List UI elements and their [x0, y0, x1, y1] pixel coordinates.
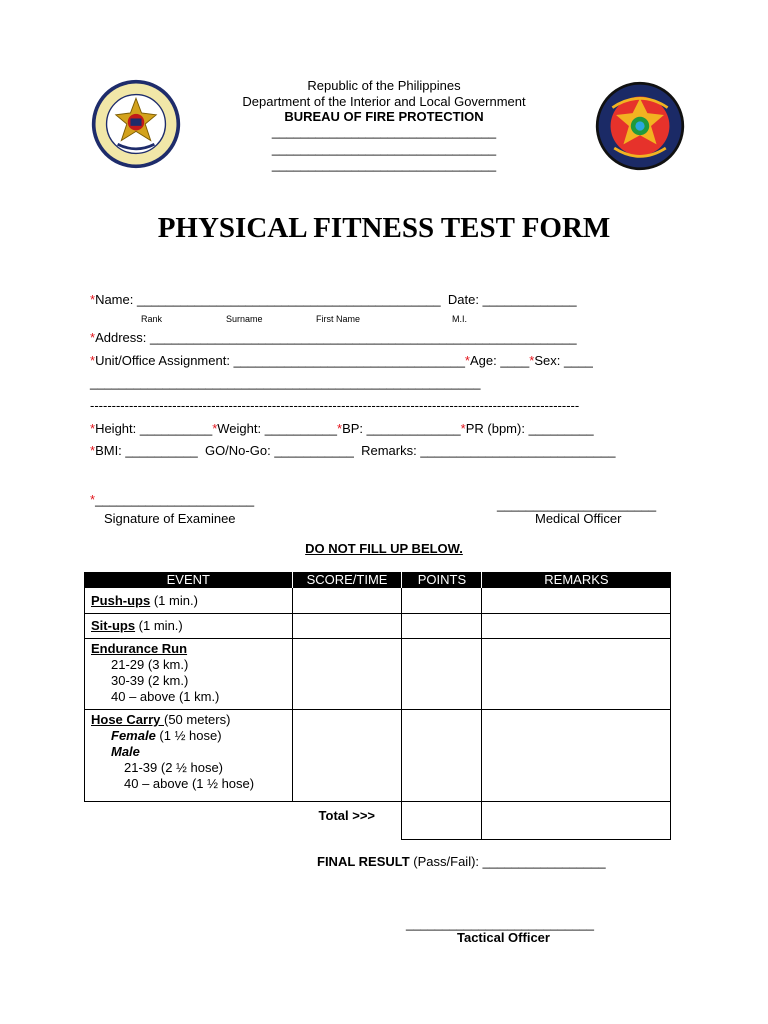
required-marker: * — [460, 421, 466, 436]
age-field[interactable]: ____ — [500, 353, 530, 368]
male-line: 21-39 (2 ½ hose) — [124, 760, 224, 775]
hose-remarks-cell[interactable] — [482, 710, 671, 802]
table-row-situps — [85, 614, 671, 639]
first-name-sublabel: First Name — [316, 314, 361, 324]
situps-event-cell — [85, 614, 293, 639]
total-blank-cell — [85, 802, 293, 840]
bmi-label: BMI: — [95, 443, 126, 458]
name-row — [90, 292, 577, 307]
hose-score-cell[interactable] — [292, 710, 402, 802]
header-department: Department of the Interior and Local Government — [242, 94, 526, 109]
extra-line[interactable]: ______________________________________________________ — [90, 375, 481, 390]
address-label: Address: — [95, 330, 150, 345]
situps-score-cell[interactable] — [292, 614, 402, 639]
pushups-detail: (1 min.) — [150, 593, 198, 608]
total-label-cell — [292, 802, 402, 840]
weight-field[interactable]: __________ — [264, 421, 338, 436]
total-points-cell[interactable] — [402, 802, 482, 840]
go-label: GO/No-Go: — [204, 443, 275, 458]
endurance-line: 21-29 (3 km.) — [111, 657, 189, 672]
total-label: Total >>> — [318, 808, 376, 823]
required-marker: * — [90, 421, 96, 436]
medical-officer-label: Medical Officer — [535, 511, 622, 526]
situps-remarks-cell[interactable] — [482, 614, 671, 639]
header-blank-line-1: _______________________________ — [271, 124, 497, 139]
surname-sublabel: Surname — [226, 314, 263, 324]
bmi-row — [90, 443, 616, 458]
bp-field[interactable]: _____________ — [366, 421, 461, 436]
age-label: Age: — [469, 353, 501, 368]
examinee-signature-line[interactable] — [90, 492, 254, 507]
height-field[interactable]: __________ — [139, 421, 213, 436]
situps-points-cell[interactable] — [402, 614, 482, 639]
required-marker: * — [90, 292, 96, 307]
male-label: Male — [111, 744, 140, 759]
required-marker: * — [90, 492, 96, 507]
rank-sublabel: Rank — [141, 314, 163, 324]
address-field[interactable]: ___________________________________________________________ — [149, 330, 577, 345]
height-label: Height: — [95, 421, 140, 436]
header-republic: Republic of the Philippines — [307, 78, 461, 93]
event-column-header: EVENT — [85, 572, 293, 588]
hose-event-cell — [85, 710, 293, 802]
endurance-label: Endurance Run — [91, 641, 188, 656]
endurance-score-cell[interactable] — [292, 639, 402, 710]
medical-officer-signature-line[interactable]: ______________________ — [497, 497, 657, 512]
endurance-line: 40 – above (1 km.) — [111, 689, 220, 704]
endurance-remarks-cell[interactable] — [482, 639, 671, 710]
required-marker: * — [90, 353, 96, 368]
pushups-remarks-cell[interactable] — [482, 588, 671, 614]
pushups-event-cell — [85, 588, 293, 614]
situps-label: Sit-ups — [91, 618, 136, 633]
final-result-row — [317, 854, 606, 869]
required-marker: * — [212, 421, 218, 436]
final-result-field[interactable]: _________________ — [482, 854, 606, 869]
bp-label: BP: — [342, 421, 367, 436]
header-blank-line-3: _______________________________ — [271, 157, 497, 172]
fitness-events-table — [84, 572, 671, 840]
pushups-label: Push-ups — [91, 593, 151, 608]
required-marker: * — [337, 421, 343, 436]
unit-row — [90, 353, 593, 368]
sex-field[interactable]: ____ — [563, 353, 593, 368]
female-label: Female — [111, 728, 156, 743]
examinee-line: ______________________ — [95, 492, 255, 507]
date-field[interactable]: _____________ — [482, 292, 577, 307]
situps-detail: (1 min.) — [135, 618, 183, 633]
total-remarks-cell[interactable] — [482, 802, 671, 840]
sex-label: Sex: — [534, 353, 564, 368]
header-blank-line-2: _______________________________ — [271, 141, 497, 156]
female-detail: (1 ½ hose) — [155, 728, 222, 743]
pr-field[interactable]: _________ — [528, 421, 594, 436]
points-column-header: POINTS — [402, 572, 482, 588]
remarks-label: Remarks: — [361, 443, 421, 458]
address-row — [90, 330, 577, 345]
tactical-officer-label: Tactical Officer — [457, 930, 550, 945]
table-row-total — [85, 802, 671, 840]
endurance-event-cell — [85, 639, 293, 710]
do-not-fill-notice: DO NOT FILL UP BELOW. — [305, 541, 463, 556]
table-row-endurance — [85, 639, 671, 710]
vitals-row — [90, 421, 594, 436]
dashed-divider: ----------------------------------------------------------------------------------------------------------------- — [90, 398, 580, 413]
required-marker: * — [90, 330, 96, 345]
pr-label: PR (bpm): — [465, 421, 529, 436]
pushups-score-cell[interactable] — [292, 588, 402, 614]
examinee-signature-label: Signature of Examinee — [104, 511, 236, 526]
remarks-field[interactable]: ___________________________ — [420, 443, 616, 458]
page-title: PHYSICAL FITNESS TEST FORM — [157, 212, 611, 244]
endurance-points-cell[interactable] — [402, 639, 482, 710]
required-marker: * — [90, 443, 96, 458]
unit-field[interactable]: ________________________________ — [233, 353, 465, 368]
remarks-column-header: REMARKS — [482, 572, 671, 588]
name-field[interactable]: __________________________________________ — [136, 292, 441, 307]
male-line: 40 – above (1 ½ hose) — [124, 776, 255, 791]
name-label: Name: — [95, 292, 137, 307]
table-header-row — [85, 572, 671, 588]
hose-detail: (50 meters) — [163, 712, 231, 727]
final-result-label: FINAL RESULT — [317, 854, 410, 869]
pushups-points-cell[interactable] — [402, 588, 482, 614]
date-label: Date: — [447, 292, 483, 307]
endurance-line: 30-39 (2 km.) — [111, 673, 189, 688]
go-field[interactable]: ___________ — [274, 443, 354, 458]
hose-points-cell[interactable] — [402, 710, 482, 802]
hose-label: Hose Carry — [91, 712, 164, 727]
score-time-column-header: SCORE/TIME — [292, 572, 402, 588]
bmi-field[interactable]: __________ — [125, 443, 198, 458]
header-bureau: BUREAU OF FIRE PROTECTION — [284, 109, 484, 124]
required-marker: * — [529, 353, 535, 368]
weight-label: Weight: — [217, 421, 265, 436]
final-result-detail: (Pass/Fail): — [409, 854, 483, 869]
required-marker: * — [464, 353, 470, 368]
table-row-hose-carry — [85, 710, 671, 802]
unit-label: Unit/Office Assignment: — [95, 353, 234, 368]
mi-sublabel: M.I. — [452, 314, 467, 324]
table-row-pushups — [85, 588, 671, 614]
tactical-officer-signature-line[interactable]: __________________________ — [406, 916, 594, 931]
